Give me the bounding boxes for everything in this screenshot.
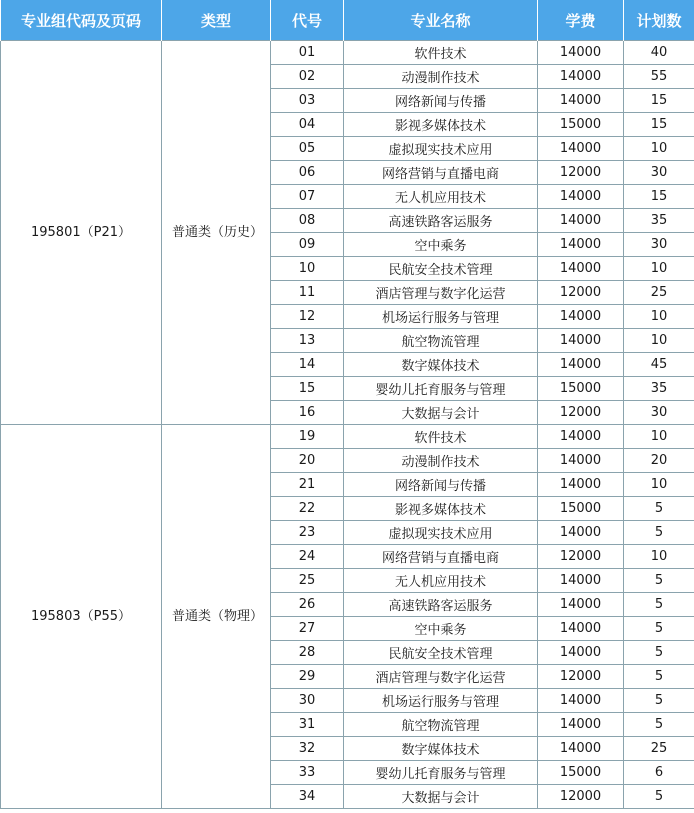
- plan-count-cell: 10: [624, 425, 694, 449]
- major-code-cell: 13: [271, 329, 344, 353]
- plan-count-cell: 55: [624, 65, 694, 89]
- major-code-cell: 01: [271, 41, 344, 65]
- plan-count-cell: 5: [624, 713, 694, 737]
- table-header: [1, 0, 694, 41]
- major-code-cell: 15: [271, 377, 344, 401]
- plan-count-cell: 10: [624, 545, 694, 569]
- major-name-cell: 航空物流管理: [344, 329, 538, 353]
- tuition-cell: 14000: [538, 521, 624, 545]
- major-code-cell: 33: [271, 761, 344, 785]
- tuition-cell: 12000: [538, 281, 624, 305]
- major-name-cell: 网络营销与直播电商: [344, 161, 538, 185]
- major-name-cell: 数字媒体技术: [344, 737, 538, 761]
- major-code-cell: 09: [271, 233, 344, 257]
- major-name-cell: 网络新闻与传播: [344, 89, 538, 113]
- major-name-cell: 高速铁路客运服务: [344, 209, 538, 233]
- tuition-cell: 14000: [538, 593, 624, 617]
- table-row: [1, 425, 694, 449]
- tuition-cell: 14000: [538, 233, 624, 257]
- type-cell: 普通类（物理）: [162, 425, 271, 809]
- header-major-name: 专业名称: [344, 0, 538, 41]
- major-code-cell: 24: [271, 545, 344, 569]
- major-code-cell: 25: [271, 569, 344, 593]
- plan-count-cell: 10: [624, 257, 694, 281]
- tuition-cell: 12000: [538, 401, 624, 425]
- major-name-cell: 动漫制作技术: [344, 65, 538, 89]
- tuition-cell: 14000: [538, 641, 624, 665]
- plan-count-cell: 30: [624, 401, 694, 425]
- major-name-cell: 无人机应用技术: [344, 185, 538, 209]
- tuition-cell: 15000: [538, 113, 624, 137]
- major-code-cell: 12: [271, 305, 344, 329]
- major-name-cell: 网络新闻与传播: [344, 473, 538, 497]
- plan-count-cell: 35: [624, 209, 694, 233]
- major-code-cell: 05: [271, 137, 344, 161]
- header-group-code: 专业组代码及页码: [1, 0, 162, 41]
- tuition-cell: 14000: [538, 569, 624, 593]
- major-code-cell: 04: [271, 113, 344, 137]
- major-name-cell: 大数据与会计: [344, 401, 538, 425]
- header-code: 代号: [271, 0, 344, 41]
- major-name-cell: 数字媒体技术: [344, 353, 538, 377]
- plan-count-cell: 15: [624, 89, 694, 113]
- plan-count-cell: 40: [624, 41, 694, 65]
- major-code-cell: 06: [271, 161, 344, 185]
- major-name-cell: 虚拟现实技术应用: [344, 137, 538, 161]
- header-type: 类型: [162, 0, 271, 41]
- plan-count-cell: 5: [624, 689, 694, 713]
- major-code-cell: 27: [271, 617, 344, 641]
- major-name-cell: 婴幼儿托育服务与管理: [344, 761, 538, 785]
- major-name-cell: 软件技术: [344, 41, 538, 65]
- group-code-cell: 195803（P55）: [1, 425, 162, 809]
- tuition-cell: 14000: [538, 89, 624, 113]
- major-code-cell: 28: [271, 641, 344, 665]
- tuition-cell: 15000: [538, 761, 624, 785]
- tuition-cell: 14000: [538, 41, 624, 65]
- plan-count-cell: 5: [624, 785, 694, 809]
- tuition-cell: 14000: [538, 713, 624, 737]
- major-name-cell: 网络营销与直播电商: [344, 545, 538, 569]
- major-name-cell: 航空物流管理: [344, 713, 538, 737]
- tuition-cell: 14000: [538, 737, 624, 761]
- tuition-cell: 14000: [538, 329, 624, 353]
- major-code-cell: 26: [271, 593, 344, 617]
- plan-count-cell: 30: [624, 161, 694, 185]
- major-code-cell: 34: [271, 785, 344, 809]
- tuition-cell: 14000: [538, 425, 624, 449]
- major-code-cell: 23: [271, 521, 344, 545]
- plan-count-cell: 15: [624, 113, 694, 137]
- major-name-cell: 软件技术: [344, 425, 538, 449]
- plan-count-cell: 5: [624, 521, 694, 545]
- major-name-cell: 虚拟现实技术应用: [344, 521, 538, 545]
- tuition-cell: 14000: [538, 353, 624, 377]
- tuition-cell: 14000: [538, 449, 624, 473]
- tuition-cell: 14000: [538, 257, 624, 281]
- tuition-cell: 14000: [538, 473, 624, 497]
- tuition-cell: 14000: [538, 305, 624, 329]
- major-code-cell: 11: [271, 281, 344, 305]
- tuition-cell: 12000: [538, 785, 624, 809]
- plan-count-cell: 45: [624, 353, 694, 377]
- tuition-cell: 14000: [538, 209, 624, 233]
- major-code-cell: 21: [271, 473, 344, 497]
- major-name-cell: 民航安全技术管理: [344, 257, 538, 281]
- major-name-cell: 影视多媒体技术: [344, 497, 538, 521]
- tuition-cell: 14000: [538, 689, 624, 713]
- plan-count-cell: 20: [624, 449, 694, 473]
- plan-count-cell: 10: [624, 329, 694, 353]
- tuition-cell: 14000: [538, 617, 624, 641]
- plan-count-cell: 6: [624, 761, 694, 785]
- tuition-cell: 12000: [538, 545, 624, 569]
- plan-count-cell: 35: [624, 377, 694, 401]
- plan-count-cell: 5: [624, 641, 694, 665]
- major-code-cell: 29: [271, 665, 344, 689]
- major-code-cell: 14: [271, 353, 344, 377]
- type-cell: 普通类（历史）: [162, 41, 271, 425]
- plan-count-cell: 25: [624, 737, 694, 761]
- group-code-cell: 195801（P21）: [1, 41, 162, 425]
- header-tuition: 学费: [538, 0, 624, 41]
- plan-count-cell: 5: [624, 617, 694, 641]
- major-name-cell: 影视多媒体技术: [344, 113, 538, 137]
- tuition-cell: 14000: [538, 65, 624, 89]
- major-name-cell: 动漫制作技术: [344, 449, 538, 473]
- plan-count-cell: 5: [624, 497, 694, 521]
- major-name-cell: 机场运行服务与管理: [344, 689, 538, 713]
- major-name-cell: 空中乘务: [344, 617, 538, 641]
- major-name-cell: 高速铁路客运服务: [344, 593, 538, 617]
- tuition-cell: 12000: [538, 161, 624, 185]
- major-code-cell: 32: [271, 737, 344, 761]
- tuition-cell: 15000: [538, 377, 624, 401]
- plan-count-cell: 25: [624, 281, 694, 305]
- major-name-cell: 大数据与会计: [344, 785, 538, 809]
- table-body: [1, 41, 694, 809]
- plan-count-cell: 5: [624, 569, 694, 593]
- major-code-cell: 22: [271, 497, 344, 521]
- major-code-cell: 02: [271, 65, 344, 89]
- major-name-cell: 酒店管理与数字化运营: [344, 665, 538, 689]
- table-row: [1, 41, 694, 65]
- major-code-cell: 08: [271, 209, 344, 233]
- major-name-cell: 酒店管理与数字化运营: [344, 281, 538, 305]
- header-plan-count: 计划数: [624, 0, 694, 41]
- plan-count-cell: 15: [624, 185, 694, 209]
- plan-count-cell: 10: [624, 305, 694, 329]
- major-code-cell: 31: [271, 713, 344, 737]
- header-row: [1, 0, 694, 41]
- plan-count-cell: 10: [624, 137, 694, 161]
- major-code-cell: 20: [271, 449, 344, 473]
- major-name-cell: 民航安全技术管理: [344, 641, 538, 665]
- major-code-cell: 19: [271, 425, 344, 449]
- major-code-cell: 30: [271, 689, 344, 713]
- major-name-cell: 婴幼儿托育服务与管理: [344, 377, 538, 401]
- major-name-cell: 无人机应用技术: [344, 569, 538, 593]
- plan-count-cell: 10: [624, 473, 694, 497]
- major-name-cell: 机场运行服务与管理: [344, 305, 538, 329]
- plan-count-cell: 30: [624, 233, 694, 257]
- major-code-cell: 16: [271, 401, 344, 425]
- plan-count-cell: 5: [624, 593, 694, 617]
- tuition-cell: 14000: [538, 185, 624, 209]
- plan-count-cell: 5: [624, 665, 694, 689]
- tuition-cell: 14000: [538, 137, 624, 161]
- major-code-cell: 10: [271, 257, 344, 281]
- major-code-cell: 07: [271, 185, 344, 209]
- tuition-cell: 12000: [538, 665, 624, 689]
- major-code-cell: 03: [271, 89, 344, 113]
- tuition-cell: 15000: [538, 497, 624, 521]
- major-name-cell: 空中乘务: [344, 233, 538, 257]
